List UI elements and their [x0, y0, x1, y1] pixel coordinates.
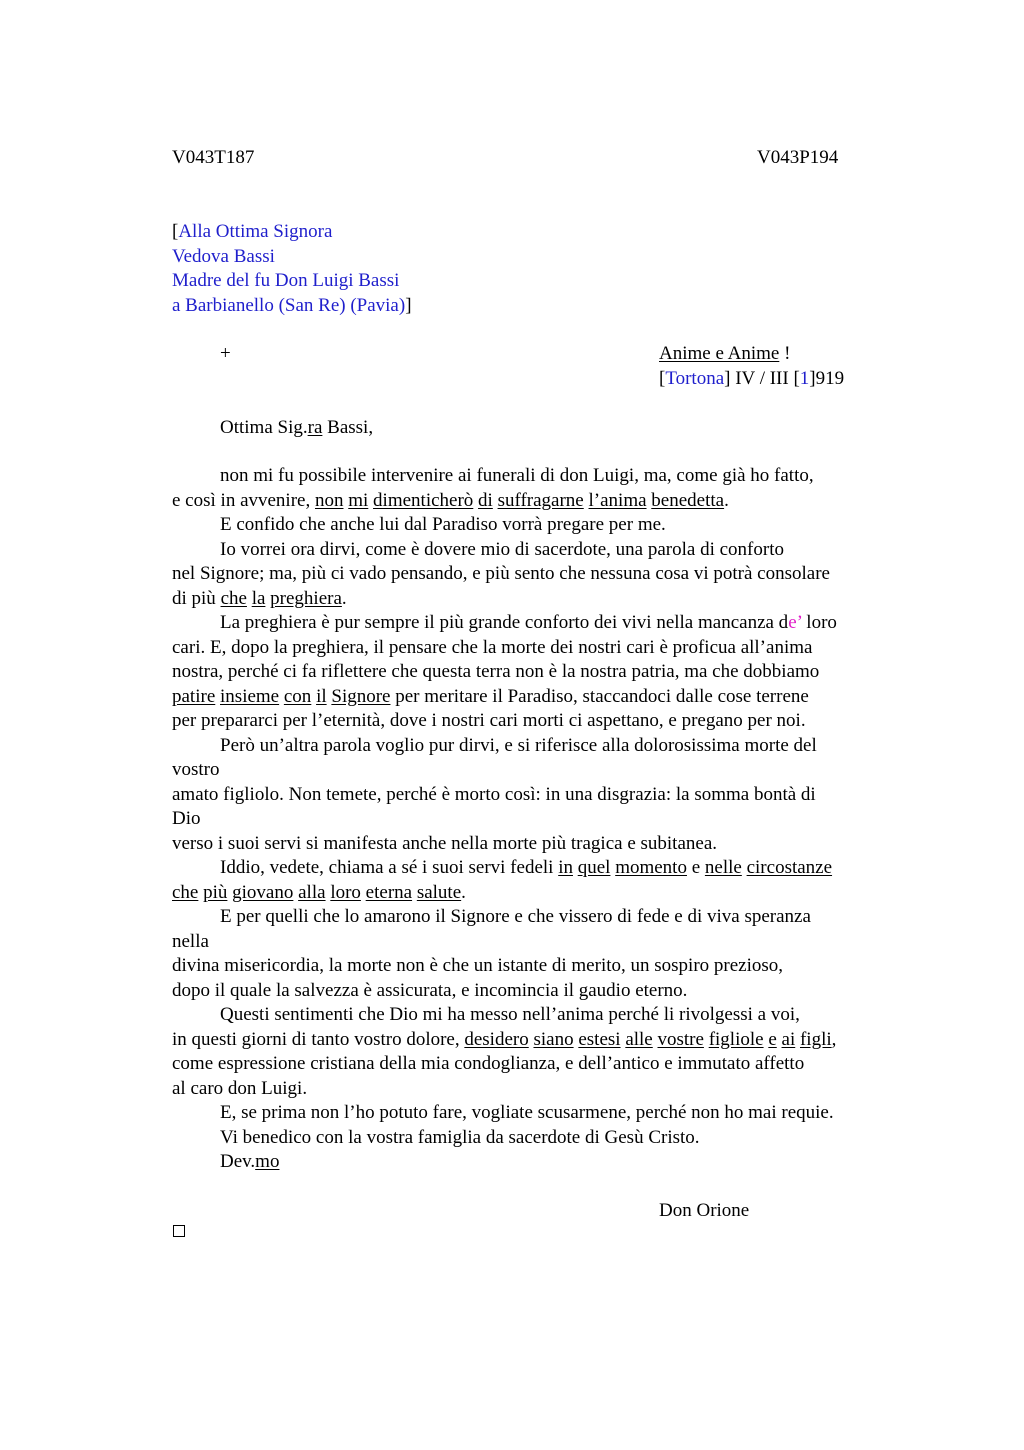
- body-line: Io vorrei ora dirvi, come è dovere mio di sacerdote, una parola di conforto: [220, 538, 784, 560]
- address-line-3: Madre del fu Don Luigi Bassi: [172, 270, 400, 291]
- body-line: per prepararci per l’eternità, dove i nostri cari morti ci aspettano, e pregano per noi.: [172, 710, 806, 731]
- body-line: al caro don Luigi.: [172, 1077, 308, 1099]
- body-line: nel Signore; ma, più ci vado pensando, e più sento che nessuna cosa vi potrà consolare: [172, 563, 830, 584]
- body-line: E per quelli che lo amarono il Signore e che vissero di fede e di viva speranza: [220, 906, 811, 927]
- body-line: e così in avvenire, non mi dimenticherò di suffragarne l’anima benedetta.: [172, 490, 729, 511]
- body-line: patire insieme con il Signore per meritare il Paradiso, staccandoci dalle cose terrene: [172, 685, 809, 707]
- motto: Anime e Anime !: [659, 343, 791, 364]
- address-line-1: [Alla Ottima Signora: [172, 221, 333, 242]
- cross-symbol: +: [220, 343, 231, 364]
- address-line-4: a Barbianello (San Re) (Pavia)]: [172, 294, 412, 316]
- body-line: E confido che anche lui dal Paradiso vorrà pregare per me.: [220, 514, 666, 535]
- body-line: amato figliolo. Non temete, perché è morto così: in una disgrazia: la somma bontà di: [172, 783, 816, 805]
- body-line: dopo il quale la salvezza è assicurata, e incomincia il gaudio eterno.: [172, 979, 688, 1001]
- body-line: che più giovano alla loro eterna salute.: [172, 881, 466, 903]
- body-line: La preghiera è pur sempre il più grande conforto dei vivi nella mancanza de’ loro: [220, 612, 837, 633]
- body-line: divina misericordia, la morte non è che un istante di merito, un sospiro prezioso,: [172, 955, 784, 976]
- body-line: non mi fu possibile intervenire ai funerali di don Luigi, ma, come già ho fatto,: [220, 465, 814, 486]
- body-line: Vi benedico con la vostra famiglia da sacerdote di Gesù Cristo.: [220, 1126, 700, 1148]
- body-line: come espressione cristiana della mia condoglianza, e dell’antico e immutato affetto: [172, 1053, 805, 1074]
- address-line-2: Vedova Bassi: [172, 245, 275, 267]
- body-line: di più che la preghiera.: [172, 587, 347, 609]
- body-line: Questi sentimenti che Dio mi ha messo nell’anima perché li rivolgessi a voi,: [220, 1004, 800, 1025]
- body-line: vostro: [172, 759, 220, 780]
- square-box-icon: [173, 1225, 185, 1237]
- closing-line: Dev.mo: [220, 1151, 280, 1172]
- page-code-left: V043T187: [172, 147, 255, 168]
- body-line: E, se prima non l’ho potuto fare, vogliate scusarmene, perché non ho mai requie.: [220, 1102, 834, 1123]
- body-line: nostra, perché ci fa riflettere che questa terra non è la nostra patria, ma che dobbiamo: [172, 661, 820, 682]
- body-line: nella: [172, 930, 209, 952]
- body-line: Però un’altra parola voglio pur dirvi, e si riferisce alla dolorosissima morte del: [220, 734, 817, 756]
- letter-date: [Tortona] IV / III [1]919: [659, 367, 845, 389]
- body-line: Iddio, vedete, chiama a sé i suoi servi fedeli in quel momento e nelle circostanze: [220, 857, 833, 878]
- body-line: Dio: [172, 808, 201, 829]
- signature: Don Orione: [659, 1199, 750, 1221]
- body-line: verso i suoi servi si manifesta anche nella morte più tragica e subitanea.: [172, 832, 718, 854]
- salutation: Ottima Sig.ra Bassi,: [220, 416, 374, 438]
- page-code-right: V043P194: [757, 147, 839, 168]
- body-line: in questi giorni di tanto vostro dolore, desidero siano estesi alle vostre figliole e ai figli,: [172, 1028, 837, 1050]
- body-line: cari. E, dopo la preghiera, il pensare che la morte dei nostri cari è proficua all’anima: [172, 636, 813, 658]
